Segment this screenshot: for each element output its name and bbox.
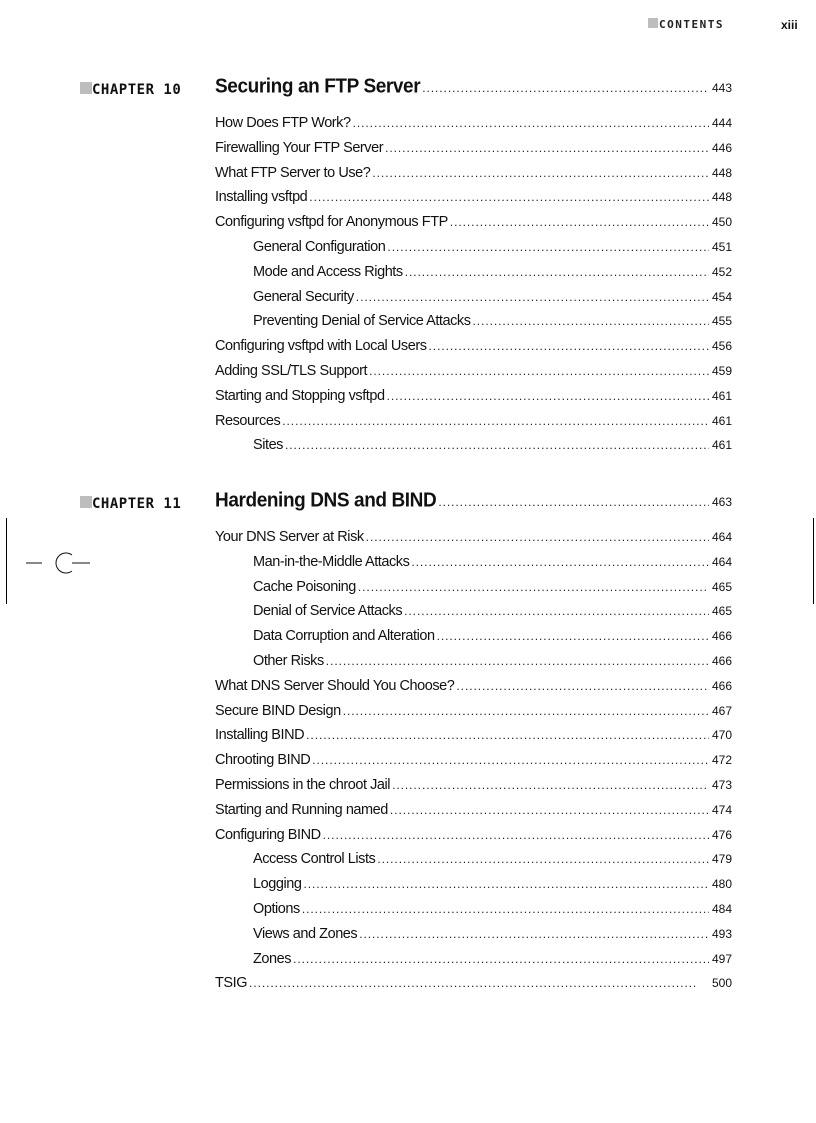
- dot-leader: [404, 604, 709, 618]
- toc-entry-page: 446: [711, 140, 732, 155]
- dot-leader: [282, 414, 709, 428]
- dot-leader: [450, 215, 709, 229]
- dot-leader: [390, 803, 709, 817]
- dot-leader: [369, 364, 709, 378]
- toc-entry-title: Zones: [253, 950, 292, 967]
- toc-entry[interactable]: [215, 189, 732, 214]
- toc-entry-title: Permissions in the chroot Jail: [215, 776, 391, 793]
- toc-entry-page: 451: [711, 239, 732, 254]
- dot-leader: [309, 190, 709, 204]
- toc-subentry[interactable]: [215, 239, 732, 264]
- toc-entry-page: 448: [711, 190, 732, 205]
- toc-entry[interactable]: [215, 363, 732, 388]
- toc-entry-page: 466: [711, 678, 732, 693]
- dot-leader: [385, 141, 709, 155]
- toc-entry-title: Installing BIND: [215, 727, 305, 744]
- toc-entry-page: 473: [711, 777, 732, 792]
- chapter-page: 463: [711, 495, 732, 509]
- toc-entry-title: Firewalling Your FTP Server: [215, 139, 384, 156]
- toc-entry-page: 476: [711, 827, 732, 842]
- toc-entry-title: What DNS Server Should You Choose?: [215, 677, 455, 694]
- toc-entry-title: Secure BIND Design: [215, 702, 341, 719]
- toc-entry-title: Man-in-the-Middle Attacks: [253, 553, 410, 570]
- toc-entry-title: Data Corruption and Alteration: [253, 628, 435, 645]
- dot-leader: [405, 265, 709, 279]
- crop-mark-left: [6, 518, 7, 604]
- toc-entry-title: General Configuration: [253, 238, 386, 255]
- toc-entry-page: 455: [711, 314, 732, 329]
- toc-entry[interactable]: [215, 678, 732, 703]
- dot-leader: [293, 952, 709, 966]
- chapter-title: Hardening DNS and BIND: [215, 489, 437, 512]
- toc-subentry[interactable]: [215, 926, 732, 951]
- toc-entry-title: Access Control Lists: [253, 851, 376, 868]
- toc-subentry[interactable]: [215, 901, 732, 926]
- dot-leader: [285, 438, 709, 452]
- gray-square-ornament: [80, 496, 92, 508]
- dot-leader: [438, 495, 709, 509]
- toc-entry-title: Logging: [253, 876, 302, 893]
- dot-leader: [456, 679, 709, 693]
- dot-leader: [437, 629, 709, 643]
- toc-entry[interactable]: [215, 975, 732, 1000]
- toc-subentry[interactable]: [215, 579, 732, 604]
- dot-leader: [356, 290, 709, 304]
- dot-leader: [326, 654, 709, 668]
- toc-entry[interactable]: [215, 413, 732, 438]
- toc-entry-page: 465: [711, 579, 732, 594]
- toc-entry-title: Installing vsftpd: [215, 189, 308, 206]
- toc-entry[interactable]: [215, 388, 732, 413]
- toc-entry-page: 479: [711, 852, 732, 867]
- dot-leader: [323, 828, 709, 842]
- toc-entry-list: [215, 115, 732, 462]
- dot-leader: [353, 116, 709, 130]
- toc-entry[interactable]: [215, 165, 732, 190]
- toc-subentry[interactable]: [215, 289, 732, 314]
- toc-entry-title: Other Risks: [253, 652, 324, 669]
- toc-entry[interactable]: [215, 214, 732, 239]
- toc-entry-page: 472: [711, 753, 732, 768]
- toc-entry-title: Cache Poisoning: [253, 578, 356, 595]
- toc-entry[interactable]: [215, 752, 732, 777]
- toc-entry[interactable]: [215, 802, 732, 827]
- dot-leader: [429, 339, 709, 353]
- dot-leader: [306, 728, 709, 742]
- dot-leader: [302, 902, 709, 916]
- toc-entry-page: 459: [711, 363, 732, 378]
- dot-leader: [377, 852, 709, 866]
- gray-square-ornament: [80, 82, 92, 94]
- running-head: [0, 18, 816, 34]
- toc-entry[interactable]: [215, 777, 732, 802]
- toc-entry-page: 470: [711, 728, 732, 743]
- toc-entry[interactable]: [215, 727, 732, 752]
- toc-entry-page: 474: [711, 802, 732, 817]
- toc-entry-page: 466: [711, 653, 732, 668]
- dot-leader: [249, 976, 709, 990]
- dot-leader: [392, 778, 709, 792]
- dot-leader: [422, 81, 709, 95]
- toc-entry-title: TSIG: [215, 975, 248, 992]
- dot-leader: [303, 877, 709, 891]
- registration-mark-icon: [22, 549, 92, 577]
- toc-entry-title: Configuring vsftpd for Anonymous FTP: [215, 214, 448, 231]
- running-head-section-label: CONTENTS: [659, 18, 724, 31]
- toc-entry-page: 461: [711, 388, 732, 403]
- toc-entry-title: What FTP Server to Use?: [215, 164, 371, 181]
- toc-entry-title: Starting and Stopping vsftpd: [215, 387, 385, 404]
- chapter-page: 443: [711, 81, 732, 95]
- toc-entry-title: Sites: [253, 437, 283, 454]
- toc-entry-title: Chrooting BIND: [215, 752, 311, 769]
- toc-entry-page: 461: [711, 413, 732, 428]
- toc-entry-title: Denial of Service Attacks: [253, 603, 403, 620]
- dot-leader: [359, 927, 709, 941]
- toc-entry-page: 500: [711, 976, 732, 991]
- toc-entry-list: [215, 529, 732, 1000]
- dot-leader: [366, 530, 709, 544]
- toc-subentry[interactable]: [215, 264, 732, 289]
- chapter-label: [80, 496, 181, 512]
- toc-subentry[interactable]: [215, 313, 732, 338]
- running-head-section: [648, 18, 724, 31]
- chapter-title: Securing an FTP Server: [215, 75, 421, 98]
- toc-entry-page: 497: [711, 951, 732, 966]
- dot-leader: [358, 580, 709, 594]
- dot-leader: [387, 389, 709, 403]
- toc-entry-title: Options: [253, 900, 300, 917]
- page-folio: xiii: [781, 18, 798, 32]
- dot-leader: [411, 555, 709, 569]
- dot-leader: [473, 314, 709, 328]
- toc-entry-page: 450: [711, 215, 732, 230]
- chapter-label: [80, 82, 181, 98]
- toc-entry-title: How Does FTP Work?: [215, 115, 351, 131]
- toc-entry-page: 464: [711, 530, 732, 544]
- toc-entry[interactable]: [215, 827, 732, 852]
- toc-subentry[interactable]: [215, 437, 732, 462]
- toc-subentry[interactable]: [215, 554, 732, 579]
- dot-leader: [372, 166, 709, 180]
- toc-entry-title: Views and Zones: [253, 925, 358, 942]
- chapter-label-text: CHAPTER 10: [92, 82, 182, 98]
- toc-subentry[interactable]: [215, 851, 732, 876]
- toc-entry-title: Configuring BIND: [215, 826, 321, 843]
- chapter-title-row[interactable]: [215, 76, 732, 98]
- toc-entry-title: Adding SSL/TLS Support: [215, 362, 368, 379]
- toc-entry[interactable]: [215, 338, 732, 363]
- crop-mark-right: [813, 518, 814, 604]
- toc-entry-page: 444: [711, 116, 732, 130]
- chapter-title-row[interactable]: [215, 490, 732, 512]
- toc-entry[interactable]: [215, 115, 732, 140]
- toc-entry-page: 480: [711, 877, 732, 892]
- toc-subentry[interactable]: [215, 653, 732, 678]
- toc-entry-title: Mode and Access Rights: [253, 263, 403, 280]
- toc-entry-page: 465: [711, 604, 732, 619]
- gray-square-ornament: [648, 18, 658, 28]
- toc-entry-page: 464: [711, 554, 732, 569]
- toc-subentry[interactable]: [215, 876, 732, 901]
- toc-entry[interactable]: [215, 703, 732, 728]
- toc-entry-page: 466: [711, 629, 732, 644]
- toc-entry-page: 448: [711, 165, 732, 180]
- toc-entry-page: 461: [711, 438, 732, 453]
- toc-entry-title: General Security: [253, 288, 354, 305]
- toc-entry-page: 452: [711, 264, 732, 279]
- chapter-label-text: CHAPTER 11: [92, 496, 182, 512]
- toc-subentry[interactable]: [215, 628, 732, 653]
- toc-subentry[interactable]: [215, 951, 732, 976]
- toc-entry-title: Starting and Running named: [215, 801, 388, 818]
- toc-entry-page: 456: [711, 339, 732, 354]
- toc-entry-title: Configuring vsftpd with Local Users: [215, 338, 427, 355]
- toc-entry-page: 467: [711, 703, 732, 718]
- toc-entry-page: 493: [711, 926, 732, 941]
- toc-entry[interactable]: [215, 140, 732, 165]
- dot-leader: [343, 704, 709, 718]
- toc-entry-page: 484: [711, 901, 732, 916]
- toc-entry[interactable]: [215, 529, 732, 554]
- dot-leader: [312, 753, 709, 767]
- toc-entry-title: Preventing Denial of Service Attacks: [253, 313, 471, 330]
- toc-entry-title: Resources: [215, 412, 281, 429]
- dot-leader: [387, 240, 709, 254]
- toc-subentry[interactable]: [215, 603, 732, 628]
- toc-entry-page: 454: [711, 289, 732, 304]
- toc-entry-title: Your DNS Server at Risk: [215, 529, 364, 545]
